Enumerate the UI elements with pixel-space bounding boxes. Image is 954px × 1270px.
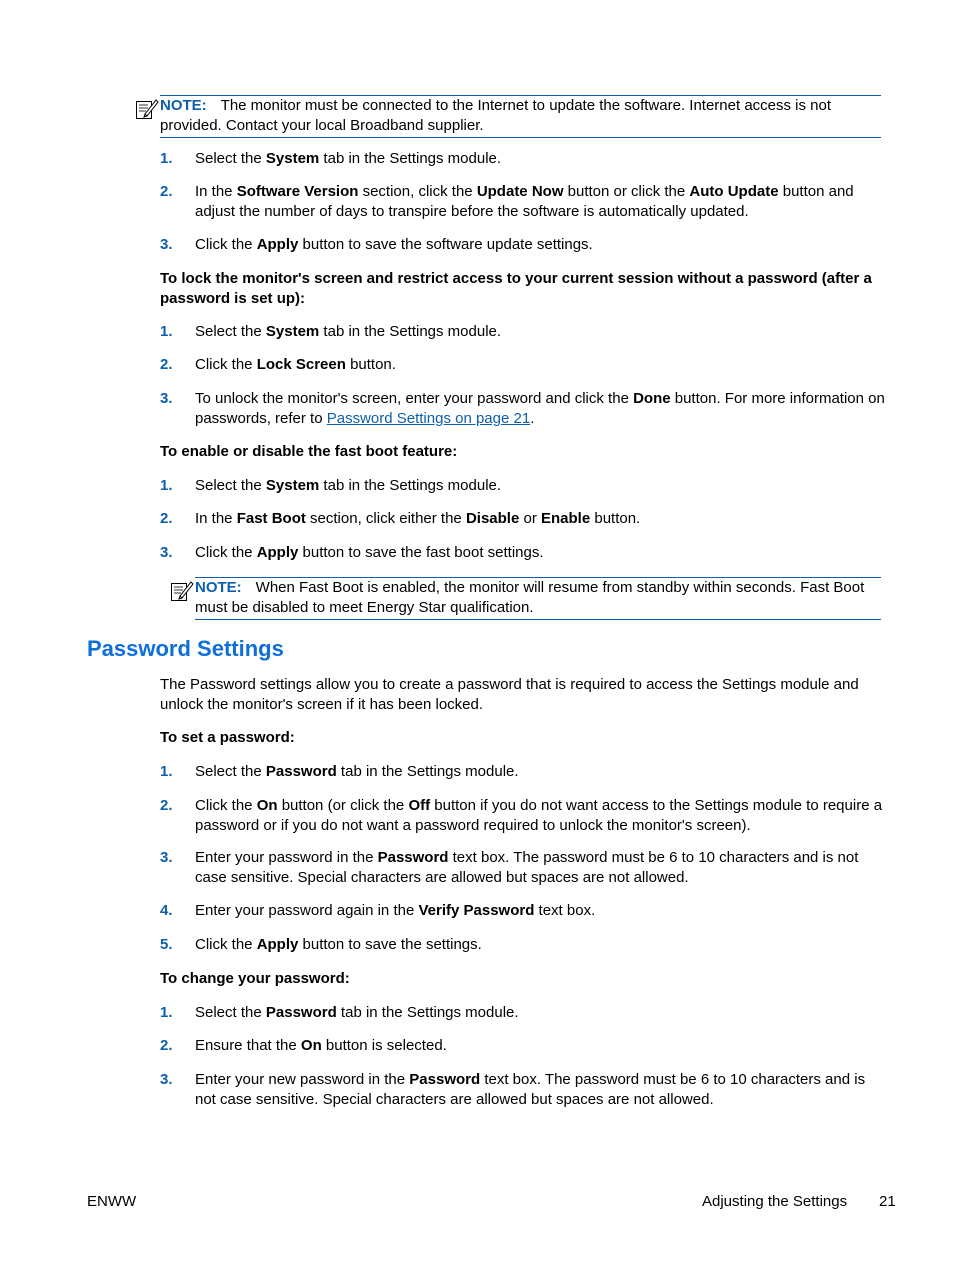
- section-intro: The Password settings allow you to create a password that is required to access the Settings module and unlock the monitor's screen if it has been locked.: [160, 676, 859, 713]
- step-text: To unlock the monitor's screen, enter your password and click the Done button. For more information on passwords, refer to Password Settings on page 21.: [195, 390, 885, 427]
- step-number: 1.: [160, 763, 173, 780]
- note-icon: [170, 579, 192, 601]
- step-text: Select the Password tab in the Settings module.: [195, 1004, 519, 1021]
- step-number: 3.: [160, 1071, 173, 1088]
- note-text: When Fast Boot is enabled, the monitor will resume from standby within seconds. Fast Boot must be disabled to meet Energy Star qualification.: [195, 579, 865, 616]
- password-settings-link[interactable]: Password Settings on page 21: [326, 410, 531, 427]
- procedure-heading: To lock the monitor's screen and restrict access to your current session without a password (after a password is set up):: [160, 270, 872, 307]
- note-box: [195, 577, 881, 620]
- section-title: Password Settings: [87, 636, 284, 661]
- step-number: 2.: [160, 797, 173, 814]
- step-number: 1.: [160, 323, 173, 340]
- page-number: 21: [879, 1193, 896, 1210]
- step-text: Click the Apply button to save the fast boot settings.: [195, 544, 544, 561]
- note-label: NOTE:: [160, 97, 207, 114]
- procedure-heading: To set a password:: [160, 729, 295, 746]
- step-text: Ensure that the On button is selected.: [195, 1037, 447, 1054]
- procedure-heading: To enable or disable the fast boot feature:: [160, 443, 458, 460]
- step-number: 4.: [160, 902, 173, 919]
- note-icon: [135, 97, 157, 119]
- step-number: 3.: [160, 849, 173, 866]
- step-text: Click the Apply button to save the software update settings.: [195, 236, 593, 253]
- footer-chapter-title: Adjusting the Settings: [702, 1193, 848, 1210]
- step-number: 1.: [160, 150, 173, 167]
- note-text: The monitor must be connected to the Internet to update the software. Internet access is not provided. Contact your local Broadband supplier.: [160, 97, 832, 134]
- step-text: Enter your password in the Password text box. The password must be 6 to 10 characters and is not case sensitive. Special characters are allowed but spaces are not allowed.: [195, 849, 859, 886]
- step-text: In the Fast Boot section, click either the Disable or Enable button.: [195, 510, 641, 527]
- step-number: 1.: [160, 477, 173, 494]
- procedure-heading: To change your password:: [160, 970, 350, 987]
- step-text: Select the System tab in the Settings module.: [195, 150, 502, 167]
- step-number: 2.: [160, 1037, 173, 1054]
- step-text: Select the Password tab in the Settings module.: [195, 763, 519, 780]
- step-text: Enter your password again in the Verify Password text box.: [195, 902, 596, 919]
- step-text: Click the Lock Screen button.: [195, 356, 396, 373]
- step-number: 3.: [160, 544, 173, 561]
- footer-left: ENWW: [87, 1193, 137, 1210]
- note-label: NOTE:: [195, 579, 242, 596]
- note-box: [160, 95, 881, 138]
- step-number: 2.: [160, 510, 173, 527]
- step-text: Click the On button (or click the Off button if you do not want access to the Settings module to require a password or if you do not want a password required to unlock the monitor's screen).: [195, 797, 883, 834]
- step-number: 2.: [160, 356, 173, 373]
- step-number: 3.: [160, 236, 173, 253]
- step-text: Select the System tab in the Settings module.: [195, 323, 502, 340]
- step-text: Select the System tab in the Settings module.: [195, 477, 502, 494]
- step-number: 3.: [160, 390, 173, 407]
- step-text: Click the Apply button to save the settings.: [195, 936, 482, 953]
- step-number: 2.: [160, 183, 173, 200]
- step-number: 5.: [160, 936, 173, 953]
- step-text: In the Software Version section, click the Update Now button or click the Auto Update button and adjust the number of days to transpire before the software is automatically updated.: [195, 183, 854, 220]
- step-text: Enter your new password in the Password text box. The password must be 6 to 10 characters and is not case sensitive. Special characters are allowed but spaces are not allowed.: [195, 1071, 866, 1108]
- step-number: 1.: [160, 1004, 173, 1021]
